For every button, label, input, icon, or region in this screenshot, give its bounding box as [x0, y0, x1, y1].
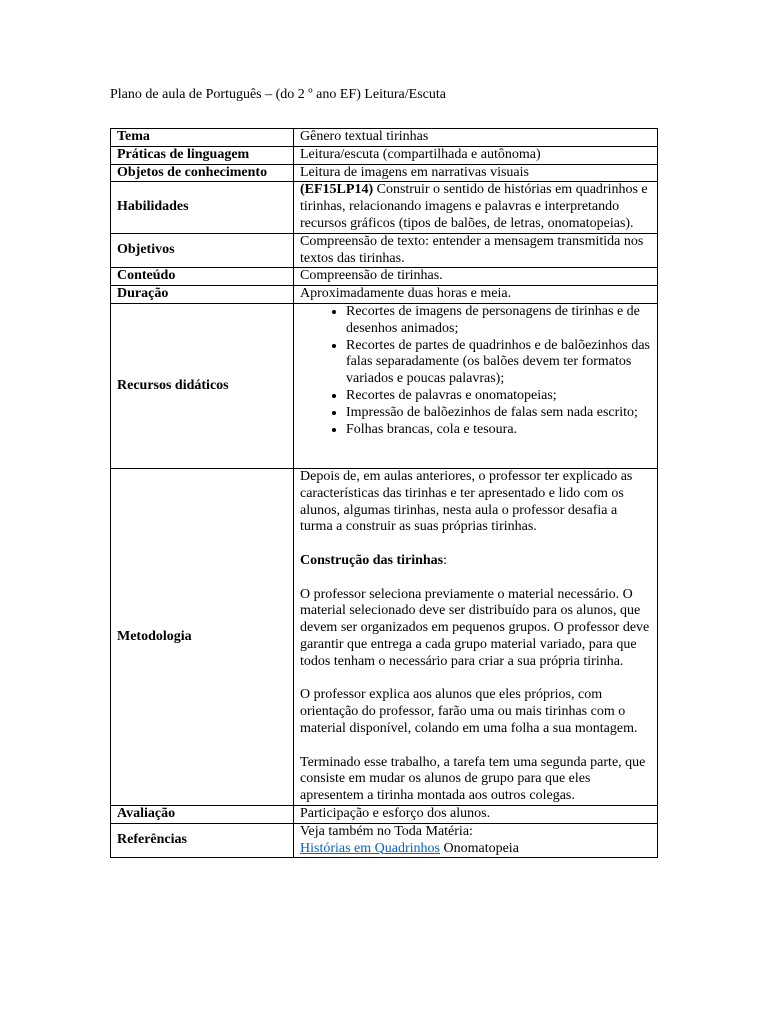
row-value-objetivos: Compreensão de texto: entender a mensagem transmitida nos textos das tirinhas. [294, 233, 658, 268]
row-label-habilidades: Habilidades [111, 182, 294, 233]
references-links [300, 841, 651, 858]
methodology-paragraph-1: Depois de, em aulas anteriores, o professor ter explicado as características das tirinhas e ter apresentado e lido com os alunos, algumas tirinhas, nesta aula o professor desafia a turma a construir as suas próprias tirinhas. [300, 468, 633, 535]
row-value-duracao: Aproximadamente duas horas e meia. [294, 286, 658, 304]
onomatopeia-text: Onomatopeia [439, 840, 519, 856]
row-value-avaliacao: Participação e esforço dos alunos. [294, 805, 658, 823]
methodology-paragraph-3: O professor explica aos alunos que eles próprios, com orientação do professor, farão uma ou mais tirinhas com o material disponível, colando em uma folha a sua montagem. [300, 687, 638, 736]
table-row [111, 468, 658, 805]
methodology-heading-text: Construção das tirinhas [300, 552, 444, 568]
table-row [111, 146, 658, 164]
table-row [111, 182, 658, 233]
table-row [111, 303, 658, 468]
link-historias-em-quadrinhos[interactable]: Histórias em Quadrinhos [300, 840, 440, 856]
methodology-paragraph-2: O professor seleciona previamente o material necessário. O material selecionado deve ser distribuído para os alunos, que devem ser organizados em pequenos grupos. O professor deve garantir que entrega a cada grupo material variado, para que todos tenham o necessário para criar a sua própria tirinha. [300, 586, 650, 669]
resources-list [300, 304, 651, 438]
table-row [111, 129, 658, 147]
table-row [111, 233, 658, 268]
row-label-avaliacao: Avaliação [111, 805, 294, 823]
lesson-plan-table [110, 128, 658, 858]
row-label-objetos: Objetos de conhecimento [111, 164, 294, 182]
row-value-objetos: Leitura de imagens em narrativas visuais [294, 164, 658, 182]
row-label-duracao: Duração [111, 286, 294, 304]
row-value-recursos [294, 303, 658, 468]
row-label-objetivos: Objetivos [111, 233, 294, 268]
row-value-conteudo: Compreensão de tirinhas. [294, 268, 658, 286]
list-item: • Recortes de imagens de personagens de tirinhas e de desenhos animados; [346, 304, 651, 338]
row-value-metodologia [294, 468, 658, 805]
row-value-tema: Gênero textual tirinhas [294, 129, 658, 147]
row-label-recursos: Recursos didáticos [111, 303, 294, 468]
row-label-tema: Tema [111, 129, 294, 147]
document-title: Plano de aula de Português – (do 2 º ano EF) Leitura/Escuta [110, 87, 446, 102]
list-item: • Impressão de balõezinhos de falas sem nada escrito; [346, 405, 651, 422]
list-item: • Folhas brancas, cola e tesoura. [346, 422, 651, 439]
methodology-paragraph-4: Terminado esse trabalho, a tarefa tem uma segunda parte, que consiste em mudar os alunos de grupo para que eles apresentem a tirinha montada aos outros colegas. [300, 754, 646, 804]
skill-text: Construir o sentido de histórias em quadrinhos e tirinhas, relacionando imagens e palavras e interpretando recursos gráficos (tipos de balões, de letras, onomatopeias). [300, 182, 648, 231]
references-intro: Veja também no Toda Matéria: [300, 823, 473, 839]
row-value-habilidades [294, 182, 658, 233]
row-label-conteudo: Conteúdo [111, 268, 294, 286]
list-item: • Recortes de palavras e onomatopeias; [346, 388, 651, 405]
table-row [111, 805, 658, 823]
row-label-metodologia: Metodologia [111, 468, 294, 805]
table-row [111, 286, 658, 304]
table-row [111, 164, 658, 182]
table-row [111, 268, 658, 286]
skill-code: (EF15LP14) [300, 182, 374, 198]
methodology-heading: Construção das tirinhas: [300, 552, 448, 568]
row-value-referencias [294, 823, 658, 858]
row-value-praticas: Leitura/escuta (compartilhada e autônoma) [294, 146, 658, 164]
table-row [111, 823, 658, 858]
list-item: • Recortes de partes de quadrinhos e de balõezinhos das falas separadamente (os balões devem ter formatos variados e poucas palavras); [346, 338, 651, 388]
row-label-referencias: Referências [111, 823, 294, 858]
row-label-praticas: Práticas de linguagem [111, 146, 294, 164]
